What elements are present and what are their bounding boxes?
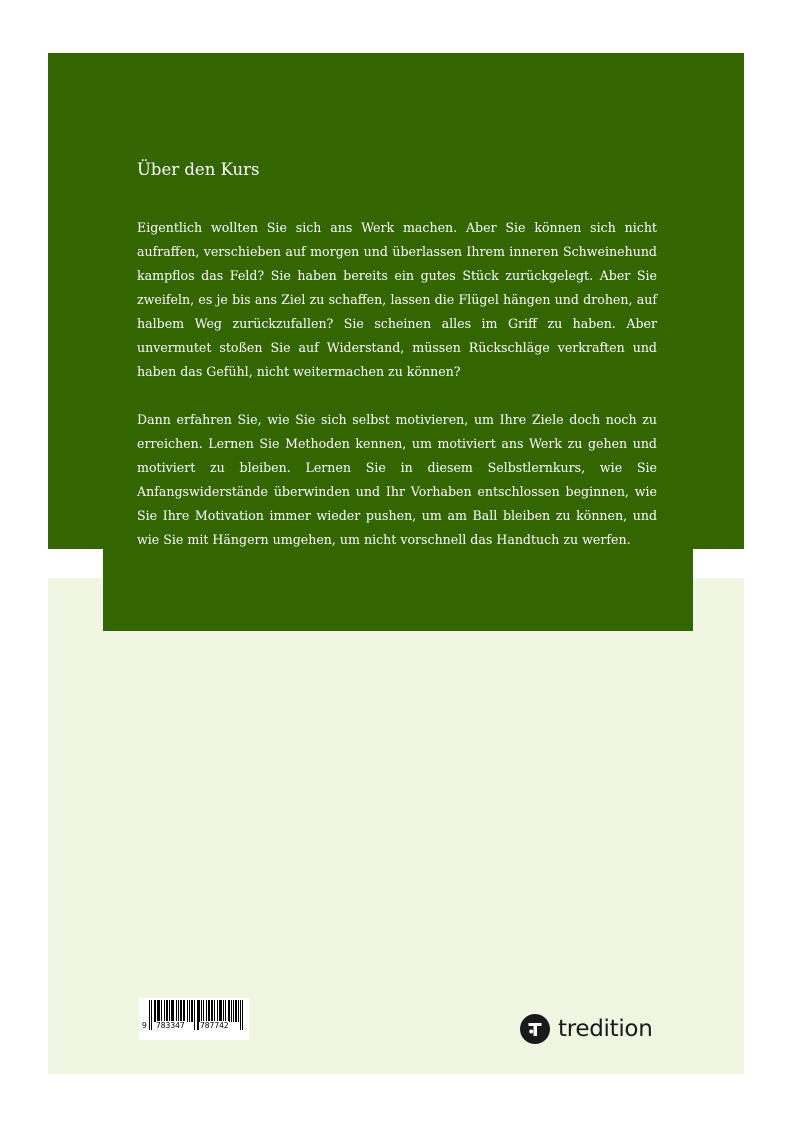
barcode-group-left: 783347 — [156, 1021, 185, 1030]
isbn-barcode — [139, 998, 249, 1040]
blurb — [137, 158, 657, 576]
blurb-paragraph-1: Eigentlich wollten Sie sich ans Werk machen. Aber Sie können sich nicht aufraffen, verschieben auf morgen und überlassen Ihrem inneren Schweinehund kampflos das Feld? Sie haben bereits ein gutes Stück zurückgelegt. Aber Sie zweifeln, es je bis ans Ziel zu schaffen, lassen die Flügel hängen und drohen, auf halbem Weg zurückzufallen? Sie scheinen alles im Griff zu haben. Aber unvermutet stoßen Sie auf Widerstand, müssen Rückschläge verkraften und haben das Gefühl, nicht weitermachen zu können? — [137, 220, 657, 379]
barcode-lead-digit: 9 — [142, 1021, 147, 1030]
publisher-logo — [520, 1013, 652, 1045]
barcode-group-right: 787742 — [200, 1021, 229, 1030]
blurb-heading: Über den Kurs — [137, 160, 260, 179]
tredition-logo-icon — [520, 1014, 550, 1044]
publisher-name: tredition — [558, 1016, 653, 1042]
blurb-paragraph-2: Dann erfahren Sie, wie Sie sich selbst motivieren, um Ihre Ziele doch noch zu erreichen. Lernen Sie Methoden kennen, um motiviert ans Werk zu gehen und motiviert zu bleiben. Lernen Sie in diesem Selbstlernkurs, wie Sie Anfangswiderstände überwinden und Ihr Vorhaben entschlossen beginnen, wie Sie Ihre Motivation immer wieder pushen, um am Ball bleiben zu können, und wie Sie mit Hängern umgehen, um nicht vorschnell das Handtuch zu werfen. — [137, 412, 657, 547]
